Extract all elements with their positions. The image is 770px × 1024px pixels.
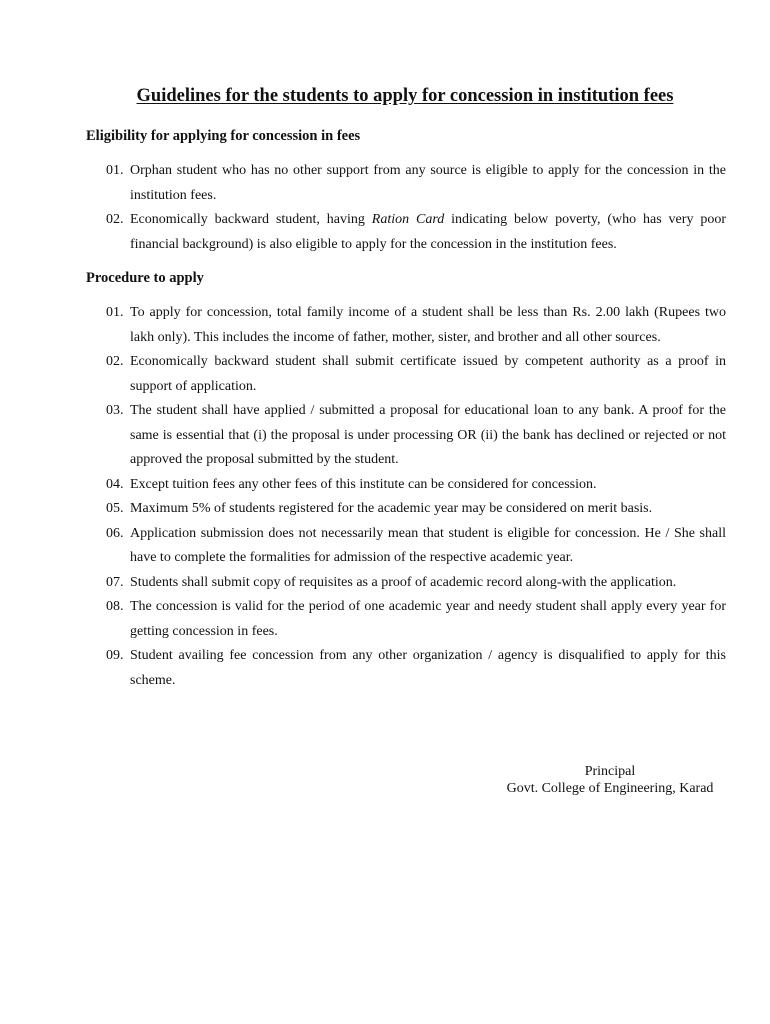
- procedure-item-06: [106, 522, 726, 571]
- procedure-item-text: Except tuition fees any other fees of this institute can be considered for concession.: [130, 476, 597, 492]
- procedure-item-number: 04.: [106, 476, 124, 492]
- procedure-item-number: 06.: [106, 525, 124, 541]
- procedure-item-text: To apply for concession, total family income of a student shall be less than Rs. 2.00 lakh (Rupees two lakh only). This includes the income of father, mother, sister, and brother and all other sources.: [130, 305, 726, 345]
- procedure-item-05: [106, 497, 726, 522]
- procedure-item-number: 07.: [106, 574, 124, 590]
- eligibility-item-text: [130, 212, 726, 252]
- procedure-heading: Procedure to apply: [86, 270, 204, 286]
- procedure-item-text: Student availing fee concession from any other organization / agency is disqualified to apply for this scheme.: [130, 648, 726, 688]
- signature-designation: Principal: [584, 764, 636, 779]
- procedure-item-text: Students shall submit copy of requisites as a proof of academic record along-with the application.: [130, 574, 677, 590]
- procedure-list: [106, 301, 726, 693]
- procedure-item-number: 08.: [106, 599, 124, 614]
- eligibility-item-text-part: indicating below poverty, (who has very poor financial background) is also eligible to apply for the concession in the institution fees.: [130, 212, 726, 252]
- procedure-item-text: Maximum 5% of students registered for the academic year may be considered on merit basis.: [130, 501, 653, 516]
- eligibility-heading: Eligibility for applying for concession in fees: [86, 128, 361, 144]
- eligibility-item-02: [106, 208, 726, 257]
- procedure-item-09: [106, 644, 726, 693]
- procedure-item-07: [106, 571, 726, 596]
- eligibility-item-text-part: Economically backward student, having: [130, 212, 372, 227]
- procedure-item-04: [106, 473, 726, 498]
- procedure-item-number: 09.: [106, 648, 124, 663]
- procedure-item-02: [106, 350, 726, 399]
- procedure-item-03: [106, 399, 726, 473]
- procedure-item-text: Economically backward student shall submit certificate issued by competent authority as a proof in support of application.: [130, 354, 726, 394]
- ration-card-emphasis: Ration Card: [371, 212, 445, 227]
- procedure-item-text: Application submission does not necessarily mean that student is eligible for concession. He / She shall have to complete the formalities for admission of the respective academic year.: [130, 525, 726, 565]
- eligibility-item-number: 02.: [106, 212, 124, 227]
- procedure-item-text: The student shall have applied / submitted a proposal for educational loan to any bank. A proof for the same is essential that (i) the proposal is under processing OR (ii) the bank has declined or rejected or not approved the proposal submitted by the student.: [130, 403, 726, 467]
- signature-block: [460, 763, 760, 797]
- procedure-item-number: 01.: [106, 305, 124, 320]
- eligibility-item-number: 01.: [106, 163, 124, 178]
- eligibility-list: [106, 159, 726, 257]
- eligibility-item-01: [106, 159, 726, 208]
- procedure-item-number: 03.: [106, 403, 124, 418]
- procedure-item-number: 05.: [106, 501, 124, 516]
- procedure-item-08: [106, 595, 726, 644]
- procedure-item-number: 02.: [106, 354, 124, 369]
- procedure-item-text: The concession is valid for the period of one academic year and needy student shall apply every year for getting concession in fees.: [130, 599, 726, 639]
- document-title: Guidelines for the students to apply for concession in institution fees: [136, 86, 674, 106]
- eligibility-item-text: Orphan student who has no other support from any source is eligible to apply for the concession in the institution fees.: [130, 163, 726, 203]
- procedure-item-01: [106, 301, 726, 350]
- signature-institution: Govt. College of Engineering, Karad: [506, 781, 714, 796]
